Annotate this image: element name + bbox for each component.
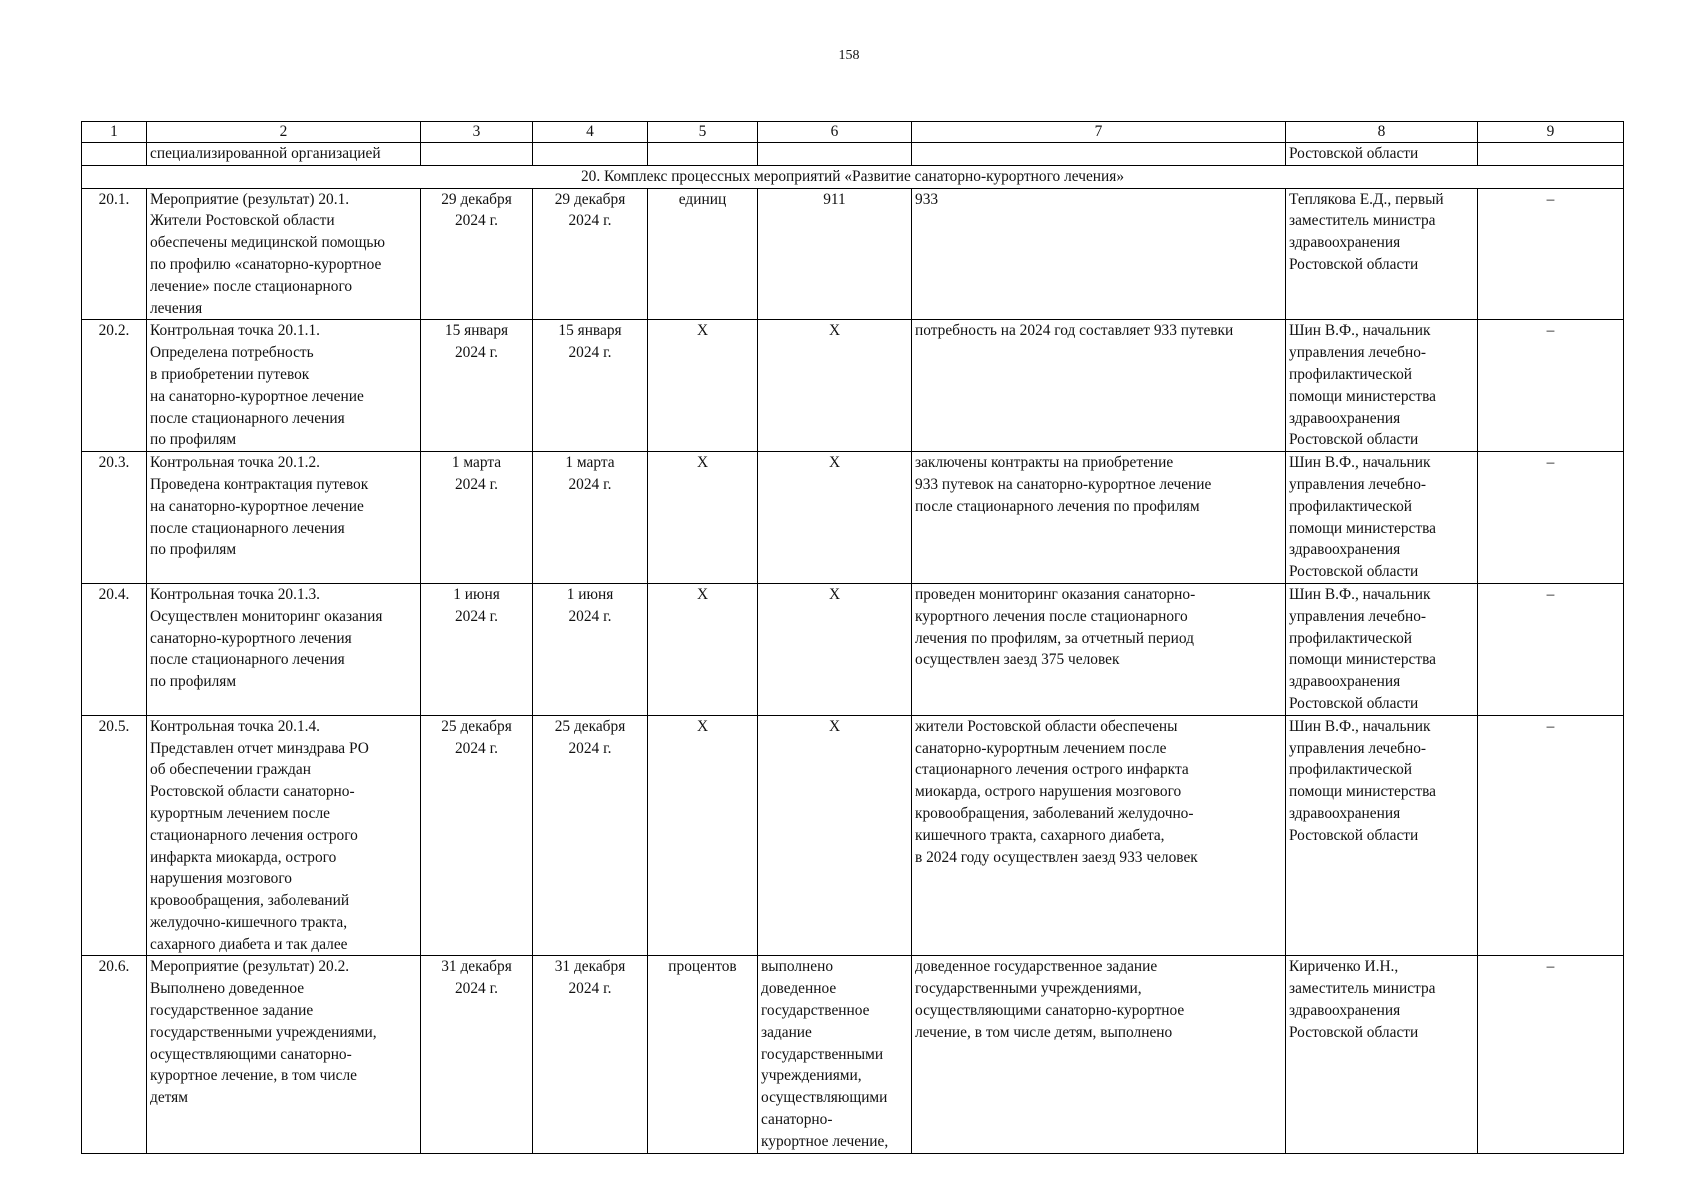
column-number-8: 8 <box>1286 122 1478 143</box>
value-cell-line: выполнено <box>761 958 834 976</box>
plan-date-cell-line: 25 декабря <box>441 717 512 735</box>
note-cell: – <box>1478 452 1624 584</box>
result-cell-line: 933 путевок на санаторно-курортное лечение <box>915 475 1212 493</box>
activity-name-cell-line: обеспечены медицинской помощью <box>150 234 385 252</box>
responsible-cell-line: Теплякова Е.Д., первый <box>1289 190 1444 208</box>
responsible-cell <box>1286 452 1478 584</box>
unit-cell-line: X <box>696 322 709 340</box>
responsible-cell-line: профилактической <box>1289 629 1412 647</box>
result-cell-line: стационарного лечения острого инфаркта <box>915 761 1189 779</box>
activity-name-cell-line: по профилю «санаторно-курортное <box>150 255 382 273</box>
result-cell-line: проведен мониторинг оказания санаторно- <box>915 585 1196 603</box>
plan-date-cell-line: 15 января <box>444 322 509 340</box>
activity-name-cell <box>147 583 421 715</box>
activity-name-cell-line: Проведена контрактация путевок <box>150 475 369 493</box>
carryover-row <box>82 143 1624 166</box>
plan-date-cell-line: 2024 г. <box>454 739 499 757</box>
fact-date-cell-line: 2024 г. <box>568 475 612 493</box>
unit-cell-line: X <box>696 717 709 735</box>
value-cell-line: X <box>828 322 841 340</box>
carryover-cell-6 <box>758 143 912 166</box>
activity-name-cell-line: Представлен отчет минздрава РО <box>150 739 369 757</box>
note-cell: – <box>1478 188 1624 320</box>
section-title: 20. Комплекс процессных мероприятий «Развитие санаторно-курортного лечения» <box>82 165 1624 188</box>
responsible-cell-line: помощи министерства <box>1289 519 1436 537</box>
fact-date-cell-line: 1 июня <box>566 585 614 603</box>
fact-date-cell <box>533 715 648 956</box>
responsible-cell-line: Ростовской области <box>1289 255 1419 273</box>
value-cell <box>758 188 912 320</box>
responsible-cell-line: здравоохранения <box>1289 541 1401 559</box>
value-cell <box>758 583 912 715</box>
activity-name-cell-line: в приобретении путевок <box>150 365 310 383</box>
value-cell-line: X <box>828 454 841 472</box>
fact-date-cell-line: 2024 г. <box>568 212 612 230</box>
result-cell-line: кровообращения, заболеваний желудочно- <box>915 804 1194 822</box>
fact-date-cell-line: 15 января <box>558 322 622 340</box>
value-cell-line: учреждениями, <box>761 1067 862 1085</box>
activity-name-cell-line: нарушения мозгового <box>150 870 292 888</box>
fact-date-cell-line: 2024 г. <box>568 607 612 625</box>
table-row <box>82 452 1624 584</box>
activity-name-cell-line: инфаркта миокарда, острого <box>150 848 337 866</box>
responsible-cell-line: Ростовской области <box>1289 1023 1419 1041</box>
value-cell-line: 911 <box>823 190 846 208</box>
plan-date-cell-line: 2024 г. <box>454 607 499 625</box>
activity-name-cell-line: государственными учреждениями, <box>150 1023 377 1041</box>
row-number-cell: 20.3. <box>82 452 147 584</box>
activity-name-cell <box>147 956 421 1153</box>
responsible-cell-line: Ростовской области <box>1289 431 1419 449</box>
activity-name-cell-line: сахарного диабета и так далее <box>150 935 348 953</box>
note-cell: – <box>1478 320 1624 452</box>
table-row <box>82 715 1624 956</box>
unit-cell-line: процентов <box>668 958 737 976</box>
activity-name-cell-line: Определена потребность <box>150 344 314 362</box>
activity-name-cell-line: кровообращения, заболеваний <box>150 892 350 910</box>
column-number-6: 6 <box>758 122 912 143</box>
activity-name-cell-line: на санаторно-курортное лечение <box>150 497 364 515</box>
activity-name-cell-line: Контрольная точка 20.1.2. <box>150 454 321 472</box>
plan-date-cell <box>421 320 533 452</box>
fact-date-cell-line: 1 марта <box>565 454 615 472</box>
result-cell-line: государственными учреждениями, <box>915 980 1142 998</box>
fact-date-cell-line: 31 декабря <box>554 958 626 976</box>
responsible-cell-line: Шин В.Ф., начальник <box>1289 322 1431 340</box>
unit-cell-line: X <box>696 585 709 603</box>
plan-date-cell-line: 31 декабря <box>441 958 512 976</box>
plan-date-cell-line: 2024 г. <box>454 980 499 998</box>
activity-name-cell-line: Контрольная точка 20.1.1. <box>150 322 321 340</box>
table-row <box>82 320 1624 452</box>
value-cell <box>758 715 912 956</box>
activity-name-cell-line: государственное задание <box>150 1002 314 1020</box>
plan-date-cell <box>421 452 533 584</box>
row-number-cell: 20.6. <box>82 956 147 1153</box>
responsible-cell-line: здравоохранения <box>1289 409 1401 427</box>
table-row <box>82 583 1624 715</box>
activity-name-cell-line: стационарного лечения острого <box>150 826 358 844</box>
fact-date-cell <box>533 956 648 1153</box>
carryover-cell-2: специализированной организацией <box>147 143 421 166</box>
value-cell-line: доведенное <box>761 980 837 998</box>
column-number-4: 4 <box>533 122 648 143</box>
activity-name-cell <box>147 320 421 452</box>
result-cell-line: заключены контракты на приобретение <box>915 454 1174 472</box>
value-cell-line: задание <box>761 1023 812 1041</box>
value-cell <box>758 320 912 452</box>
responsible-cell-line: помощи министерства <box>1289 651 1436 669</box>
carryover-cell-3 <box>421 143 533 166</box>
activity-name-cell <box>147 452 421 584</box>
activity-name-cell-line: Выполнено доведенное <box>150 980 305 998</box>
activity-name-cell-line: курортное лечение, в том числе <box>150 1067 358 1085</box>
carryover-cell-8: Ростовской области <box>1286 143 1478 166</box>
row-number-cell: 20.2. <box>82 320 147 452</box>
result-cell <box>912 583 1286 715</box>
value-cell-line: осуществляющими <box>761 1089 888 1107</box>
responsible-cell-line: заместитель министра <box>1289 980 1436 998</box>
responsible-cell-line: Шин В.Ф., начальник <box>1289 454 1431 472</box>
activity-name-cell-line: на санаторно-курортное лечение <box>150 387 364 405</box>
responsible-cell-line: Ростовской области <box>1289 563 1419 581</box>
activity-name-cell-line: Жители Ростовской области <box>150 212 335 230</box>
activity-name-cell-line: детям <box>150 1089 189 1107</box>
activity-name-cell <box>147 715 421 956</box>
result-cell-line: 933 <box>915 190 939 208</box>
fact-date-cell-line: 2024 г. <box>568 344 612 362</box>
row-number-cell: 20.1. <box>82 188 147 320</box>
responsible-cell-line: управления лечебно- <box>1289 607 1427 625</box>
activity-name-cell-line: Мероприятие (результат) 20.2. <box>150 958 350 976</box>
fact-date-cell <box>533 188 648 320</box>
responsible-cell-line: профилактической <box>1289 497 1412 515</box>
result-cell-line: потребность на 2024 год составляет 933 путевки <box>915 322 1234 340</box>
responsible-cell <box>1286 715 1478 956</box>
row-number-cell: 20.5. <box>82 715 147 956</box>
result-cell-line: в 2024 году осуществлен заезд 933 человек <box>915 848 1198 866</box>
responsible-cell-line: управления лечебно- <box>1289 475 1427 493</box>
result-cell-line: жители Ростовской области обеспечены <box>915 717 1178 735</box>
activity-name-cell-line: об обеспечении граждан <box>150 761 311 779</box>
responsible-cell-line: Шин В.Ф., начальник <box>1289 717 1431 735</box>
fact-date-cell-line: 25 декабря <box>554 717 626 735</box>
responsible-cell-line: здравоохранения <box>1289 804 1401 822</box>
value-cell-line: курортное лечение, <box>761 1132 889 1150</box>
result-cell-line: лечение, в том числе детям, выполнено <box>915 1023 1173 1041</box>
fact-date-cell <box>533 452 648 584</box>
plan-date-cell-line: 2024 г. <box>454 344 499 362</box>
value-cell <box>758 452 912 584</box>
value-cell-line: X <box>828 717 841 735</box>
activity-name-cell-line: лечения <box>150 299 203 317</box>
activity-name-cell-line: после стационарного лечения <box>150 651 345 669</box>
result-cell <box>912 715 1286 956</box>
value-cell-line: государственными <box>761 1045 884 1063</box>
activity-name-cell-line: Контрольная точка 20.1.4. <box>150 717 321 735</box>
table-row <box>82 188 1624 320</box>
plan-date-cell-line: 2024 г. <box>454 475 499 493</box>
carryover-cell-9 <box>1478 143 1624 166</box>
result-cell-line: осуществляющими санаторно-курортное <box>915 1002 1185 1020</box>
unit-cell <box>648 956 758 1153</box>
responsible-cell-line: помощи министерства <box>1289 783 1436 801</box>
responsible-cell <box>1286 188 1478 320</box>
report-table <box>81 121 1624 1154</box>
value-cell-line: X <box>828 585 841 603</box>
responsible-cell-line: управления лечебно- <box>1289 739 1427 757</box>
responsible-cell-line: Ростовской области <box>1289 826 1419 844</box>
result-cell-line: лечения по профилям, за отчетный период <box>915 629 1194 647</box>
plan-date-cell <box>421 956 533 1153</box>
activity-name-cell <box>147 188 421 320</box>
plan-date-cell-line: 1 марта <box>451 454 502 472</box>
activity-name-cell-line: по профилям <box>150 541 237 559</box>
column-number-7: 7 <box>912 122 1286 143</box>
column-number-3: 3 <box>421 122 533 143</box>
result-cell-line: после стационарного лечения по профилям <box>915 497 1200 515</box>
responsible-cell-line: профилактической <box>1289 761 1412 779</box>
responsible-cell-line: управления лечебно- <box>1289 344 1427 362</box>
fact-date-cell <box>533 320 648 452</box>
carryover-cell-5 <box>648 143 758 166</box>
plan-date-cell-line: 2024 г. <box>454 212 499 230</box>
page-number: 158 <box>838 48 860 63</box>
responsible-cell-line: Шин В.Ф., начальник <box>1289 585 1431 603</box>
column-number-2: 2 <box>147 122 421 143</box>
activity-name-cell-line: Мероприятие (результат) 20.1. <box>150 190 350 208</box>
table-row <box>82 956 1624 1153</box>
result-cell-line: доведенное государственное задание <box>915 958 1158 976</box>
responsible-cell-line: Ростовской области <box>1289 694 1419 712</box>
responsible-cell-line: профилактической <box>1289 365 1412 383</box>
plan-date-cell <box>421 583 533 715</box>
unit-cell <box>648 583 758 715</box>
activity-name-cell-line: по профилям <box>150 431 237 449</box>
carryover-cell-7 <box>912 143 1286 166</box>
table-body <box>82 122 1624 1154</box>
activity-name-cell-line: после стационарного лечения <box>150 409 345 427</box>
responsible-cell <box>1286 320 1478 452</box>
note-cell: – <box>1478 956 1624 1153</box>
fact-date-cell-line: 2024 г. <box>568 739 612 757</box>
result-cell <box>912 956 1286 1153</box>
activity-name-cell-line: Осуществлен мониторинг оказания <box>150 607 383 625</box>
responsible-cell-line: здравоохранения <box>1289 234 1401 252</box>
value-cell-line: санаторно- <box>761 1111 833 1129</box>
responsible-cell-line: Кириченко И.Н., <box>1289 958 1399 976</box>
activity-name-cell-line: санаторно-курортного лечения <box>150 629 352 647</box>
plan-date-cell <box>421 715 533 956</box>
activity-name-cell-line: осуществляющими санаторно- <box>150 1045 352 1063</box>
unit-cell <box>648 320 758 452</box>
unit-cell <box>648 188 758 320</box>
result-cell-line: курортного лечения после стационарного <box>915 607 1188 625</box>
activity-name-cell-line: Контрольная точка 20.1.3. <box>150 585 321 603</box>
column-number-9: 9 <box>1478 122 1624 143</box>
plan-date-cell-line: 1 июня <box>453 585 500 603</box>
result-cell-line: миокарда, острого нарушения мозгового <box>915 783 1182 801</box>
responsible-cell-line: здравоохранения <box>1289 1002 1401 1020</box>
responsible-cell-line: заместитель министра <box>1289 212 1436 230</box>
activity-name-cell-line: желудочно-кишечного тракта, <box>150 913 348 931</box>
result-cell-line: осуществлен заезд 375 человек <box>915 651 1120 669</box>
responsible-cell-line: здравоохранения <box>1289 673 1401 691</box>
result-cell <box>912 188 1286 320</box>
carryover-cell-4 <box>533 143 648 166</box>
responsible-cell <box>1286 956 1478 1153</box>
fact-date-cell-line: 29 декабря <box>554 190 626 208</box>
activity-name-cell-line: по профилям <box>150 673 237 691</box>
fact-date-cell-line: 2024 г. <box>568 980 612 998</box>
activity-name-cell-line: Ростовской области санаторно- <box>150 783 355 801</box>
unit-cell-line: единиц <box>678 190 727 208</box>
activity-name-cell-line: после стационарного лечения <box>150 519 345 537</box>
value-cell-line: государственное <box>761 1002 870 1020</box>
responsible-cell <box>1286 583 1478 715</box>
result-cell <box>912 320 1286 452</box>
result-cell-line: кишечного тракта, сахарного диабета, <box>915 826 1165 844</box>
result-cell <box>912 452 1286 584</box>
unit-cell <box>648 715 758 956</box>
plan-date-cell <box>421 188 533 320</box>
activity-name-cell-line: курортным лечением после <box>150 804 330 822</box>
carryover-cell-1 <box>82 143 147 166</box>
fact-date-cell <box>533 583 648 715</box>
unit-cell-line: X <box>696 454 709 472</box>
column-number-1: 1 <box>82 122 147 143</box>
result-cell-line: санаторно-курортным лечением после <box>915 739 1167 757</box>
row-number-cell: 20.4. <box>82 583 147 715</box>
responsible-cell-line: помощи министерства <box>1289 387 1436 405</box>
column-number-5: 5 <box>648 122 758 143</box>
note-cell: – <box>1478 715 1624 956</box>
note-cell: – <box>1478 583 1624 715</box>
unit-cell <box>648 452 758 584</box>
value-cell <box>758 956 912 1153</box>
activity-name-cell-line: лечение» после стационарного <box>150 277 353 295</box>
plan-date-cell-line: 29 декабря <box>441 190 512 208</box>
column-number-row <box>82 122 1624 143</box>
section-header-row <box>82 165 1624 188</box>
